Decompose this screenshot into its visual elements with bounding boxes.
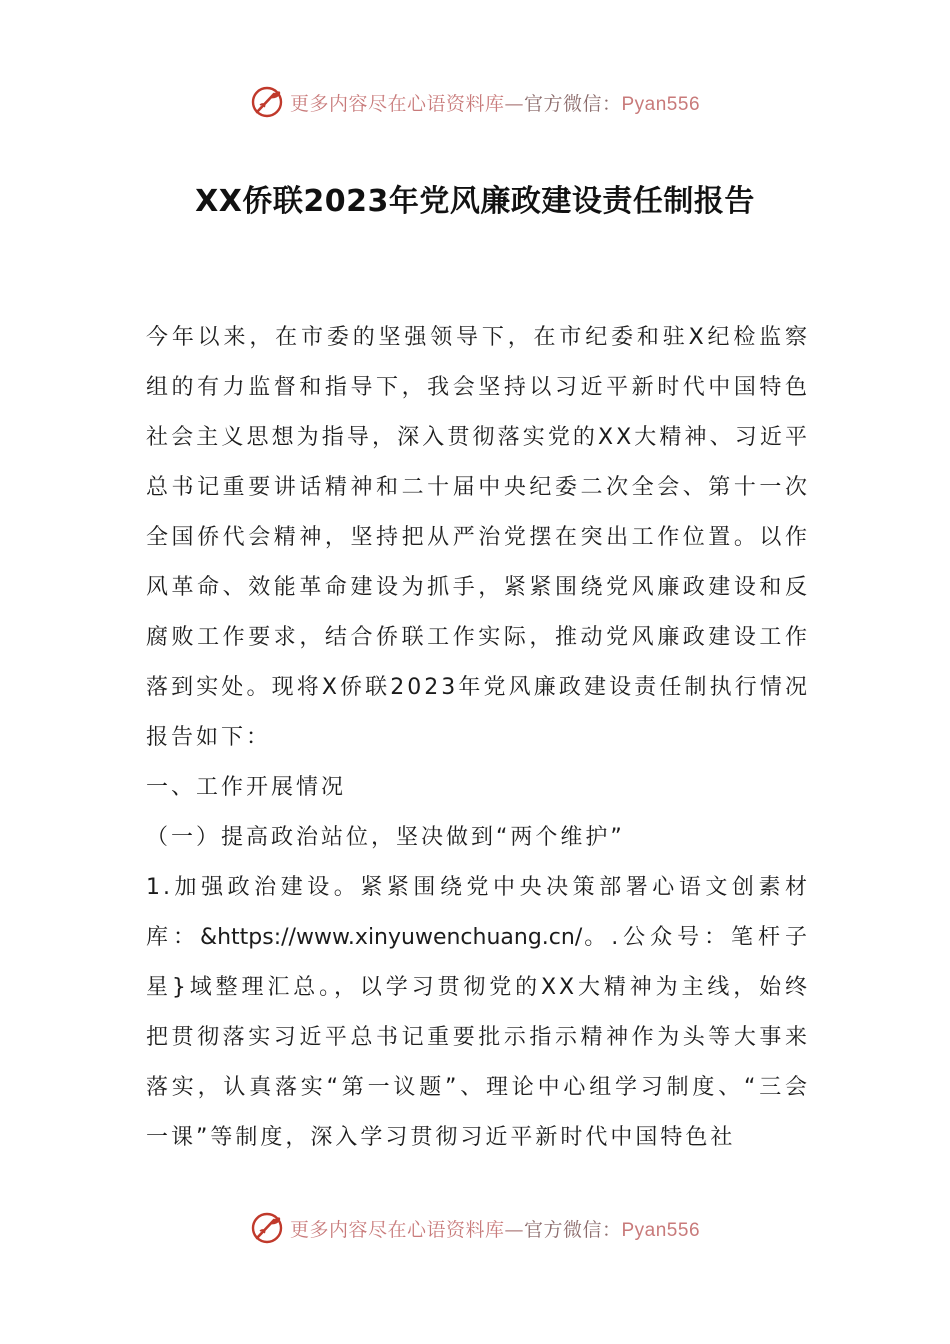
watermark-separator: —	[504, 1218, 524, 1241]
watermark-text	[290, 89, 700, 116]
watermark-wechat-id: Pyan556	[621, 93, 701, 115]
watermark-brand: 更多内容尽在心语资料库	[289, 1218, 505, 1241]
quill-logo-icon	[250, 85, 284, 119]
watermark-content	[250, 1211, 700, 1245]
document-body	[146, 313, 810, 1163]
watermark-wechat-label: 官方微信：	[523, 1218, 622, 1241]
item-text-part1: 1.加强政治建设。紧紧围绕党中央决策部署心语文创素材库：	[146, 875, 810, 950]
watermark-separator: —	[504, 92, 524, 115]
watermark-banner-bottom	[0, 1208, 950, 1248]
watermark-brand: 更多内容尽在心语资料库	[289, 92, 505, 115]
item-paragraph	[146, 863, 810, 1163]
subsection-heading: （一）提高政治站位，坚决做到“两个维护”	[146, 825, 625, 850]
watermark-text	[290, 1215, 700, 1242]
item-text-part2: 。.公众号：笔杆子星}域整理汇总。，以学习贯彻党的XX大精神为主线，始终把贯彻落实习近平总书记重要批示指示精神作为头等大事来落实，认真落实“第一议题”、理论中心组学习制度、“三会一课”等制度，深入学习贯彻习近平新时代中国特色社	[146, 925, 810, 1150]
quill-logo-icon	[250, 1211, 284, 1245]
item-url: &https://www.xinyuwenchuang.cn/	[199, 925, 583, 950]
watermark-content	[250, 85, 700, 119]
watermark-banner-top	[0, 82, 950, 122]
watermark-wechat-label: 官方微信：	[523, 92, 622, 115]
watermark-wechat-id: Pyan556	[621, 1219, 701, 1241]
section-heading: 一、工作开展情况	[146, 775, 347, 800]
intro-paragraph: 今年以来，在市委的坚强领导下，在市纪委和驻X纪检监察组的有力监督和指导下，我会坚持以习近平新时代中国特色社会主义思想为指导，深入贯彻落实党的XX大精神、习近平总书记重要讲话精神和二十届中央纪委二次全会、第十一次全国侨代会精神，坚持把从严治党摆在突出工作位置。以作风革命、效能革命建设为抓手，紧紧围绕党风廉政建设和反腐败工作要求，结合侨联工作实际，推动党风廉政建设工作落到实处。现将X侨联2023年党风廉政建设责任制执行情况报告如下：	[146, 325, 810, 750]
document-title: XX侨联2023年党风廉政建设责任制报告	[195, 184, 755, 219]
